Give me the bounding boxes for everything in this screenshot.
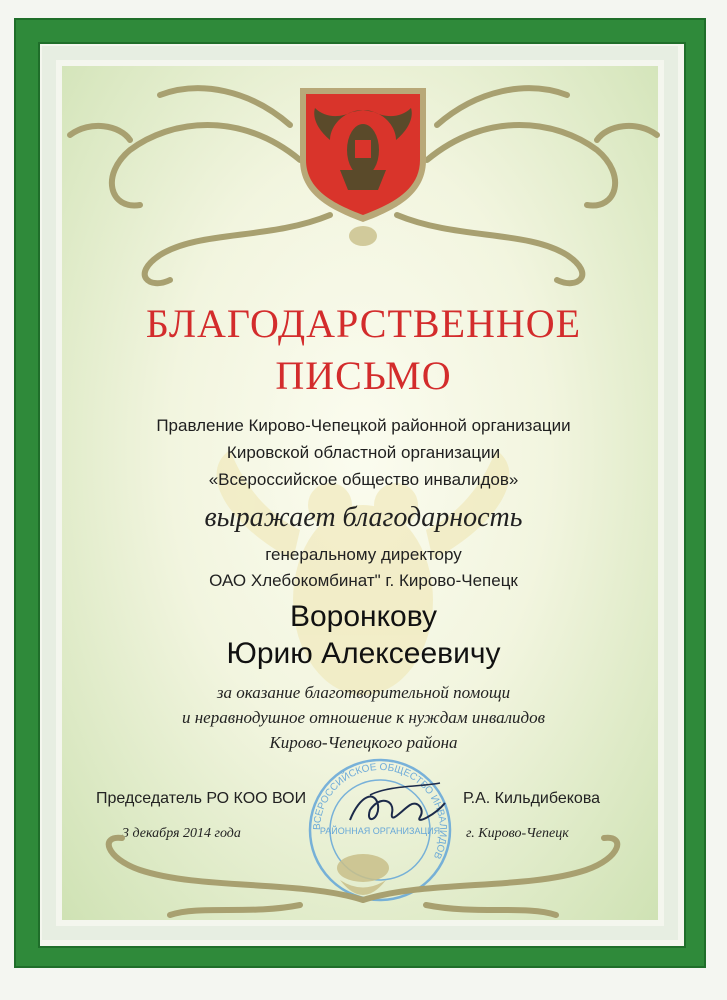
svg-text:ВСЕРОССИЙСКОЕ ОБЩЕСТВО ИНВАЛИД: ВСЕРОССИЙСКОЕ ОБЩЕСТВО ИНВАЛИДОВ (311, 761, 449, 861)
issue-date: 3 декабря 2014 года (122, 826, 241, 841)
organization-line-3: «Всероссийское общество инвалидов» (208, 470, 519, 489)
recipient-position: генеральному директору (265, 545, 462, 564)
organization-line-1: Правление Кирово-Чепецкой районной организации (156, 416, 571, 435)
recipient-given-names: Юрию Алексеевичу (226, 637, 501, 670)
reason-line-1: за оказание благотворительной помощи (216, 683, 511, 702)
expression-of-gratitude: выражает благодарность (204, 502, 523, 533)
reason-line-3: Кирово-Чепецкого района (269, 733, 458, 752)
issue-place: г. Кирово-Чепецк (466, 826, 569, 841)
signatory-name: Р.А. Кильдибекова (463, 790, 601, 807)
svg-text:РАЙОННАЯ ОРГАНИЗАЦИЯ: РАЙОННАЯ ОРГАНИЗАЦИЯ (319, 826, 441, 836)
signatory-title: Председатель РО КОО ВОИ (96, 790, 307, 807)
title-line-1: БЛАГОДАРСТВЕННОЕ (145, 301, 582, 346)
reason-line-2: и неравнодушное отношение к нуждам инвалидов (182, 708, 545, 727)
title-line-2: ПИСЬМО (275, 353, 452, 398)
recipient-surname: Воронкову (289, 600, 438, 633)
organization-line-2: Кировской областной организации (226, 443, 501, 462)
recipient-company: ОАО Хлебокомбинат" г. Кирово-Чепецк (209, 571, 518, 590)
